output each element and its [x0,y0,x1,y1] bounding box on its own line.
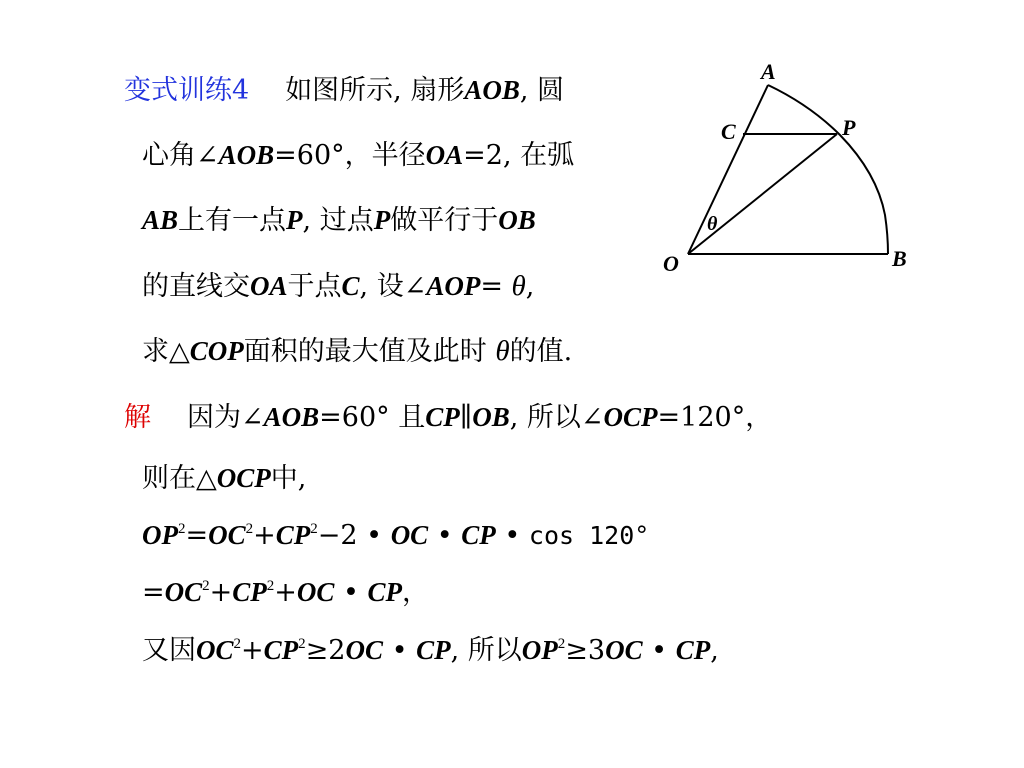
label-a: A [761,59,776,84]
problem-line-5: 求△COP面积的最大值及此时 θ的值. [142,335,573,367]
solution-line-3: $OP^2=OC^2+CP^2-2$ • OC • CP • cos 120° [142,520,650,551]
label-c: C [721,119,736,144]
solution-line-2: 则在△OCP中, [142,463,307,494]
problem-line-1: 变式训练4 如图所示, 扇形AOB, 圆 [124,75,565,106]
segment-op [688,134,837,254]
label-b: B [892,246,907,271]
label-theta: θ [707,213,718,235]
solution-line-4: $=OC^2+CP^2+OC$ • CP， [142,577,430,608]
solution-tag: 解 [124,402,151,433]
exercise-tag: 变式训练4 [124,75,250,106]
segment-oa [688,85,768,254]
solution-line-1: 解 因为∠AOB=60° 且CP∥OB, 所以∠OCP=120°， [124,402,773,433]
label-p: P [842,115,856,140]
problem-line-2: 心角∠AOB=60°，半径OA=2, 在弧 [142,140,575,171]
problem-line-3: AB上有一点P, 过点P做平行于OB [142,205,536,236]
problem-line-4: 的直线交OA于点C, 设∠AOP= θ, [142,270,535,302]
sector-figure [655,55,925,285]
label-o: O [663,251,679,276]
solution-line-5: 又因$OC^2+CP^2\ge 2OC$ • CP, 所以$OP^2\ge 3OC$ • CP, [142,635,719,666]
arc-ab [768,85,888,254]
